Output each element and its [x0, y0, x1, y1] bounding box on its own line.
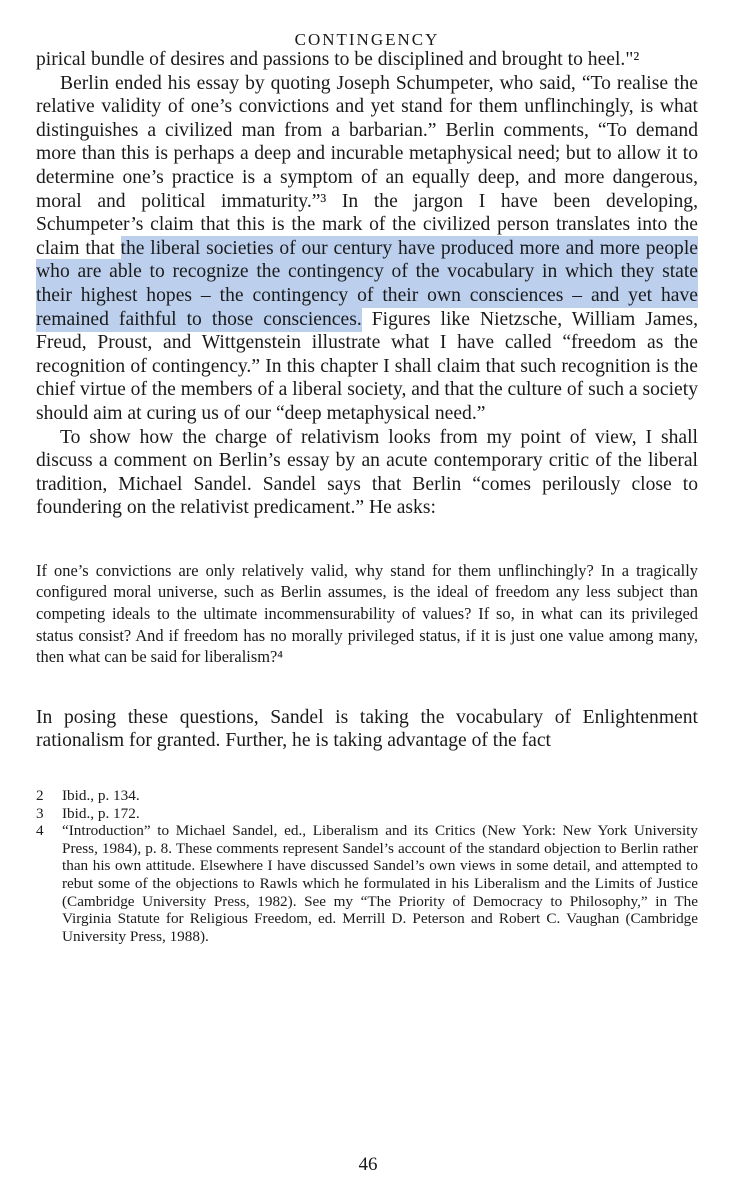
footnote-text: Ibid., p. 172. [62, 804, 140, 822]
footnote [36, 805, 698, 823]
paragraph-continued: pirical bundle of desires and passions to be disciplined and brought to heel."² [36, 49, 640, 70]
paragraph-sandel: To show how the charge of relativism looks from my point of view, I shall discuss a comment on Berlin’s essay by an acute contemporary critic of the liberal tradition, Michael Sandel. Sandel says that Berlin “comes perilously close to foundering on the relativist predicament.” He asks: [36, 426, 698, 519]
footnote-number: 4 [36, 822, 44, 840]
paragraph-posing-questions: In posing these questions, Sandel is taking the vocabulary of Enlightenment rationalism for granted. Further, he is taking advantage of the fact [36, 706, 698, 752]
main-text-continued [36, 706, 698, 753]
footnote [36, 787, 698, 805]
footnote [36, 822, 698, 945]
text-highlight-selection[interactable]: the liberal societies of our century have produced more and more people who are able to recognize the contingency of the vocabulary in which they state their highest hopes – the contingency of their own consciences – and yet have remained faithful to those consciences. [36, 237, 698, 330]
footnotes [36, 787, 698, 945]
footnote-number: 2 [36, 787, 44, 805]
paragraph-text-before-highlight: Berlin ended his essay by quoting Joseph Schumpeter, who said, “To realise the relative validity of one’s convictions and yet stand for them unflinchingly, is what distinguishes a civilized man from a barbarian.” Berlin comments, “To demand more than this is perhaps a deep and incurable metaphysical need; but to allow it to determine one’s practice is a symptom of an equally deep, and more dangerous, moral and political immaturity.”³ In the jargon I have been developing, Schumpeter’s claim that this is the mark of the civilized person translates into the claim that [36, 72, 698, 259]
paragraph-berlin-schumpeter [36, 72, 698, 426]
block-quote: If one’s convictions are only relatively valid, why stand for them unflinchingly? In a tragically configured moral universe, such as Berlin assumes, is the ideal of freedom any less subject than competing ideals to the ultimate incommensurability of values? If so, in what can its privileged status consist? And if freedom has no morally privileged status, if it is just one value among many, then what can be said for liberalism?⁴ [36, 560, 698, 667]
page-number: 46 [358, 1154, 378, 1175]
footnote-number: 3 [36, 804, 44, 822]
paragraph-text-after-highlight: Figures like Nietzsche, William James, Freud, Proust, and Wittgenstein illustrate what I have called “freedom as the recognition of contingency.” In this chapter I shall claim that such recognition is the chief virtue of the members of a liberal society, and that the culture of such a society should aim at curing us of our “deep metaphysical need.” [36, 308, 698, 424]
running-head: CONTINGENCY [294, 30, 440, 49]
main-text [36, 48, 698, 520]
footnote-text: “Introduction” to Michael Sandel, ed., Liberalism and its Critics (New York: New York University Press, 1984), p. 8. These comments represent Sandel’s account of the standard objection to Berlin rather than his own attitude. Elsewhere I have discussed Sandel’s own views in some detail, and attempted to rebut some of the objections to Rawls which he formulated in his Liberalism and the Limits of Justice (Cambridge University Press, 1982). See my “The Priority of Democracy to Philosophy,” in The Virginia Statute for Religious Freedom, ed. Merrill D. Peterson and Robert C. Vaughan (Cambridge University Press, 1988). [62, 822, 698, 945]
footnote-text: Ibid., p. 134. [62, 787, 140, 805]
footnote-gap [36, 753, 698, 787]
